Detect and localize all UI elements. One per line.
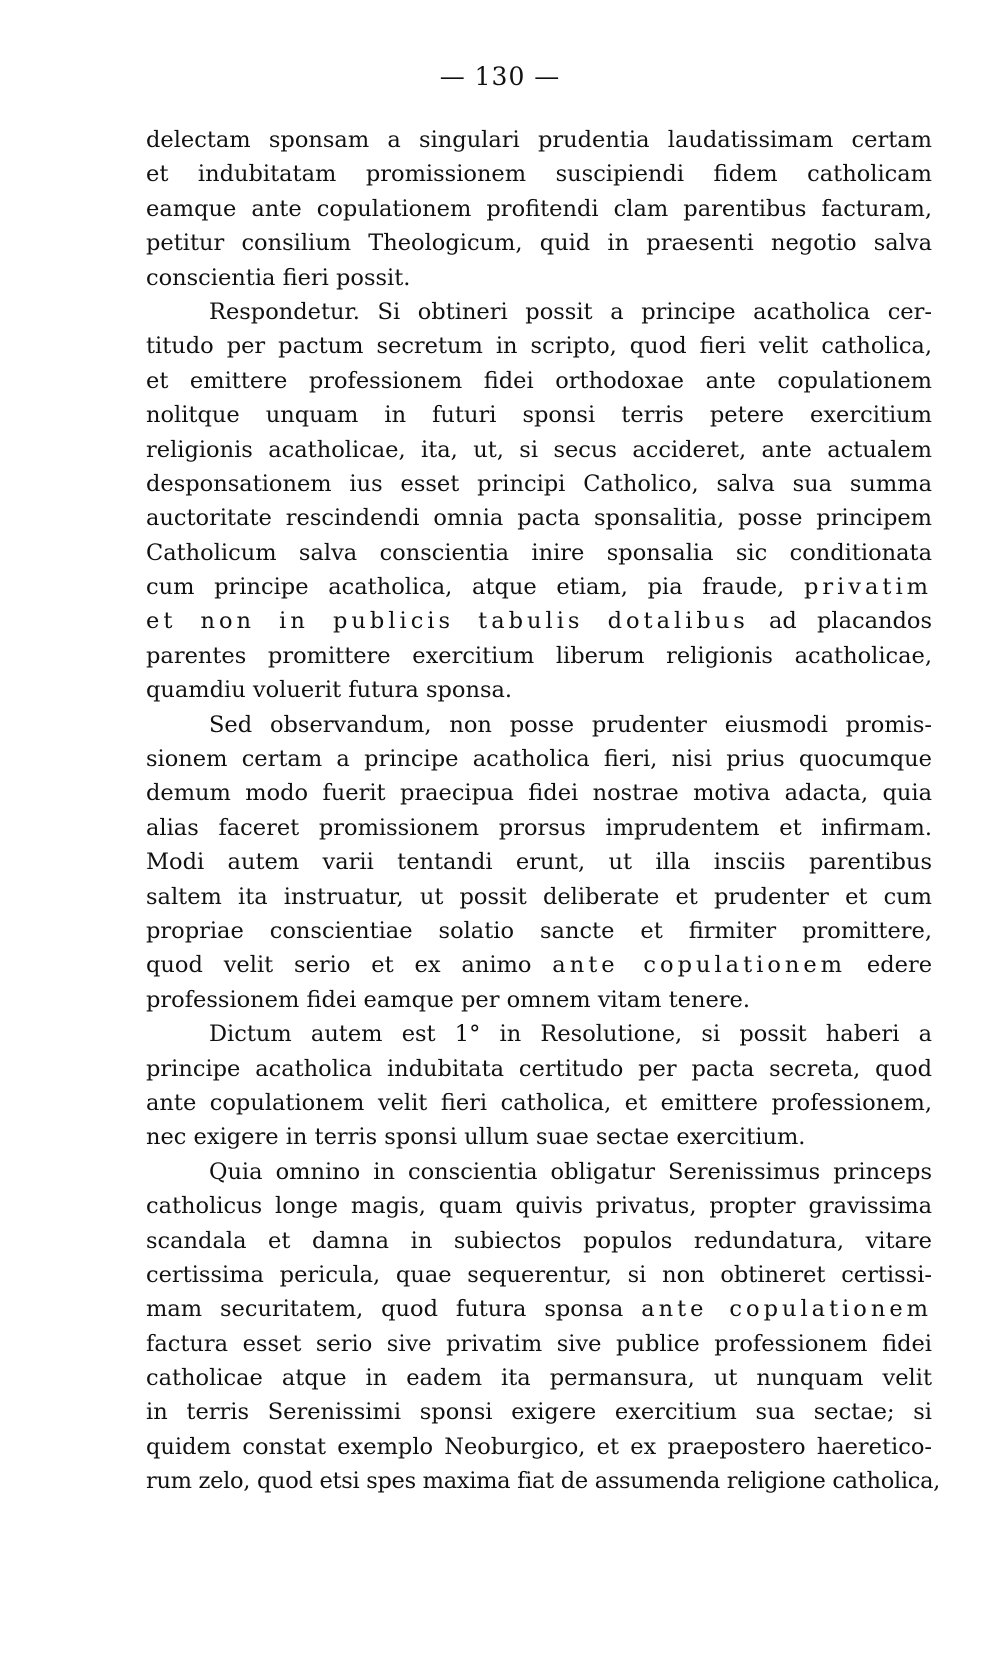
- text-line: sionem certam a principe acatholica fieri, nisi prius quocumque: [146, 746, 932, 773]
- text-line: et indubitatam promissionem suscipiendi fidem catholicam: [146, 161, 932, 188]
- spaced-emphasis: et non in publicis tabulis dotalibus: [146, 608, 749, 635]
- paragraph-start-line: Dictum autem est 1° in Resolutione, si possit haberi a: [209, 1021, 932, 1048]
- text-line: in terris Serenissimi sponsi exigere exercitium sua sectae; si: [146, 1399, 932, 1426]
- text-line: rum zelo, quod etsi spes maxima fiat de assumenda religione catholica,: [146, 1468, 941, 1495]
- text-line: [146, 948, 932, 982]
- text-line: professionem fidei eamque per omnem vitam tenere.: [146, 986, 751, 1013]
- line-segment: quod velit serio et ex animo: [146, 952, 532, 979]
- text-line: delectam sponsam a singulari prudentia laudatissimam certam: [146, 127, 932, 153]
- text-line: religionis acatholicae, ita, ut, si secus accideret, ante actualem: [146, 436, 932, 463]
- text-line: ante copulationem velit fieri catholica, et emittere professionem,: [146, 1089, 932, 1116]
- text-line: et emittere professionem fidei orthodoxae ante copulationem: [146, 367, 932, 394]
- line-segment: ad placandos: [769, 608, 932, 635]
- text-line: nolitque unquam in futuri sponsi terris petere exercitium: [146, 402, 932, 429]
- text-line: parentes promittere exercitium liberum religionis acatholicae,: [146, 642, 932, 669]
- text-line: Modi autem varii tentandi erunt, ut illa insciis parentibus: [146, 849, 932, 876]
- spaced-emphasis: ante copulationem: [552, 952, 847, 979]
- text-line: scandala et damna in subiectos populos redundatura, vitare: [146, 1227, 932, 1254]
- text-line: catholicae atque in eadem ita permansura, ut nunquam velit: [146, 1365, 932, 1392]
- line-segment: edere: [866, 952, 933, 979]
- text-line: titudo per pactum secretum in scripto, quod fieri velit catholica,: [146, 333, 932, 360]
- text-line: factura esset serio sive privatim sive publice professionem fidei: [146, 1330, 932, 1357]
- text-line: Catholicum salva conscientia inire sponsalia sic conditionata: [146, 539, 932, 566]
- text-line: principe acatholica indubitata certitudo per pacta secreta, quod: [146, 1055, 932, 1082]
- text-line: eamque ante copulationem profitendi clam parentibus facturam,: [146, 195, 932, 222]
- spaced-emphasis: privatim: [803, 574, 933, 601]
- paragraph-start-line: Sed observandum, non posse prudenter eiusmodi promis-: [209, 711, 932, 738]
- text-line: catholicus longe magis, quam quivis privatus, propter gravissima: [146, 1193, 932, 1220]
- line-segment: mam securitatem, quod futura sponsa: [146, 1296, 624, 1323]
- paragraph-start-line: Respondetur. Si obtineri possit a principe acatholica cer-: [209, 298, 932, 325]
- text-line: saltem ita instruatur, ut possit deliberate et prudenter et cum: [146, 883, 932, 910]
- paragraph-start-line: Quia omnino in conscientia obligatur Serenissimus princeps: [209, 1158, 932, 1185]
- text-line: certissima pericula, quae sequerentur, si non obtineret certissi-: [146, 1261, 932, 1288]
- text-line: [146, 570, 932, 604]
- body-text: [146, 123, 941, 1499]
- text-line: quidem constat exemplo Neoburgico, et ex praepostero haeretico-: [146, 1433, 932, 1460]
- text-line: conscientia fieri possit.: [146, 264, 411, 291]
- text-line: nec exigere in terris sponsi ullum suae sectae exercitium.: [146, 1124, 806, 1151]
- line-segment: cum principe acatholica, atque etiam, pia fraude,: [146, 574, 785, 601]
- text-line: [146, 604, 932, 638]
- page-number: — 130 —: [439, 62, 561, 91]
- text-line: desponsationem ius esset principi Catholico, salva sua summa: [146, 470, 932, 497]
- text-line: quamdiu voluerit futura sponsa.: [146, 677, 513, 704]
- text-line: alias faceret promissionem prorsus imprudentem et infirmam.: [146, 814, 932, 841]
- text-line: demum modo fuerit praecipua fidei nostrae motiva adacta, quia: [146, 780, 932, 807]
- text-line: auctoritate rescindendi omnia pacta sponsalitia, posse principem: [146, 505, 932, 532]
- text-line: petitur consilium Theologicum, quid in praesenti negotio salva: [146, 230, 932, 257]
- text-line: propriae conscientiae solatio sancte et firmiter promittere,: [146, 917, 932, 944]
- text-line: [146, 1292, 932, 1326]
- spaced-emphasis: ante copulationem: [641, 1296, 932, 1323]
